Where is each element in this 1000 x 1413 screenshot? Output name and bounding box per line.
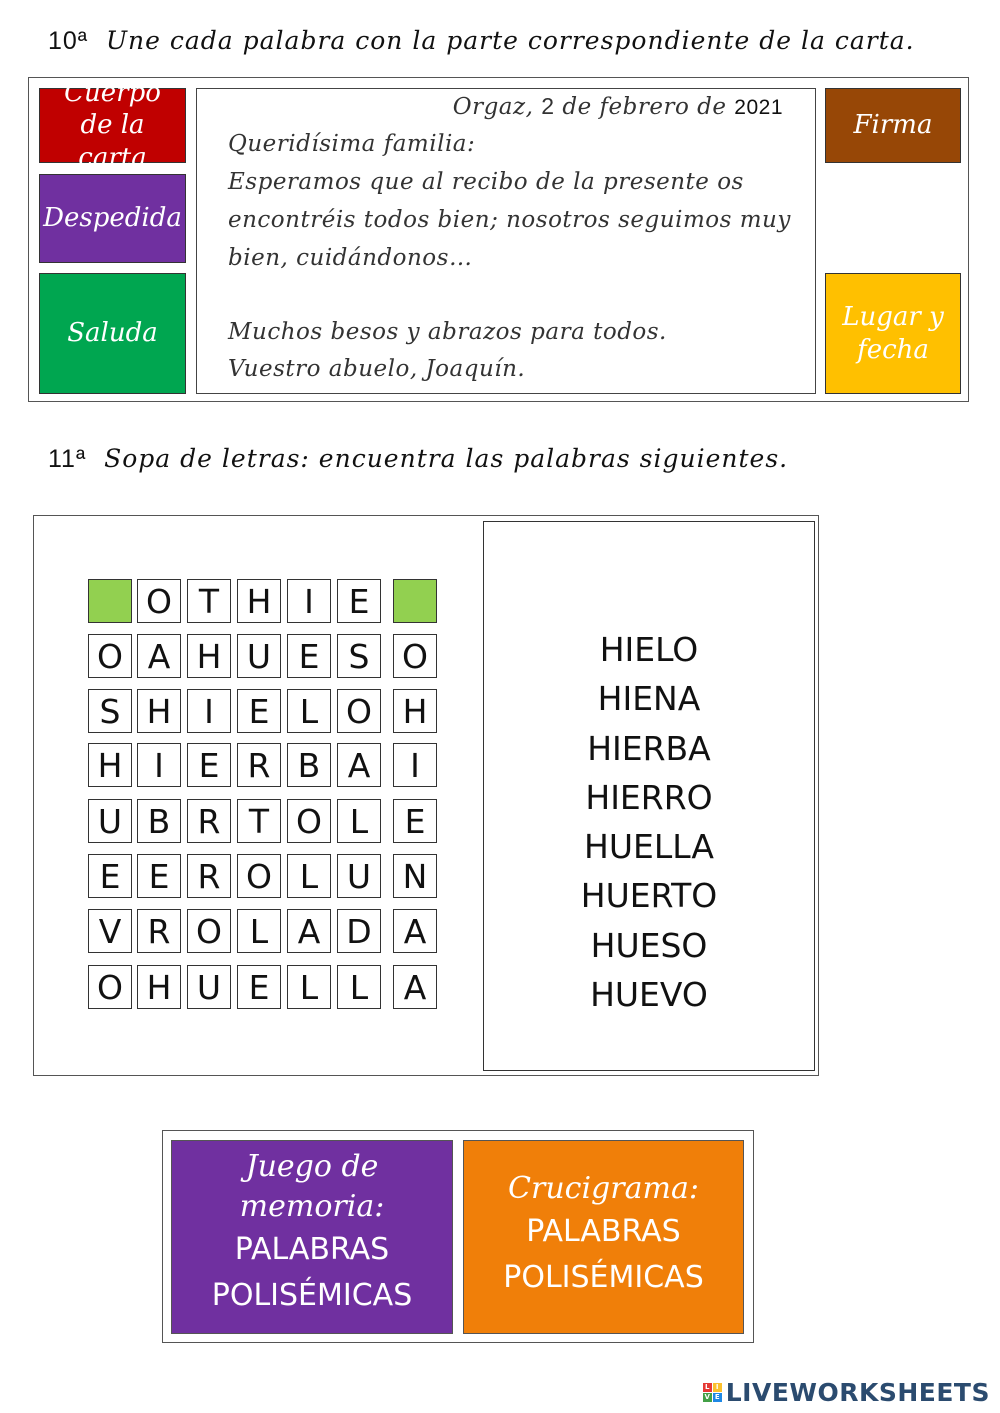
tile-label: Despedida — [43, 203, 182, 234]
grid-cell-highlighted[interactable] — [88, 579, 132, 623]
grid-cell[interactable]: I — [187, 689, 231, 733]
word-list-item: HIERBA — [587, 728, 711, 768]
memory-game-subtitle-2: POLISÉMICAS — [211, 1278, 413, 1313]
tile-cuerpo-de-la-carta[interactable] — [39, 77, 186, 173]
word-list-item: HUEVO — [590, 975, 708, 1015]
memory-game-button[interactable] — [171, 1140, 453, 1334]
grid-cell[interactable]: O — [237, 854, 281, 898]
grid-cell[interactable]: U — [187, 965, 231, 1009]
exercise-11-heading — [48, 444, 788, 474]
grid-cell[interactable]: R — [137, 909, 181, 953]
grid-cell[interactable]: U — [88, 799, 132, 843]
grid-cell[interactable]: L — [287, 689, 331, 733]
tile-label: Firma — [853, 110, 933, 141]
grid-cell[interactable]: H — [237, 579, 281, 623]
letter-body-line-3: bien, cuidándonos… — [228, 245, 473, 271]
memory-game-subtitle-1: PALABRAS — [234, 1232, 390, 1267]
grid-cell[interactable]: S — [337, 634, 381, 678]
grid-cell[interactable]: T — [187, 579, 231, 623]
liveworksheets-logo[interactable] — [703, 1378, 990, 1407]
letter-year: 2021 — [734, 96, 783, 119]
word-list-item: HUELLA — [584, 827, 714, 867]
grid-cell-highlighted[interactable] — [393, 579, 437, 623]
letter-place-date — [453, 93, 783, 120]
grid-cell[interactable]: R — [187, 854, 231, 898]
grid-cell[interactable]: N — [393, 854, 437, 898]
logo-letter-l: L — [703, 1383, 712, 1392]
memory-game-title-1: Juego de — [245, 1149, 379, 1184]
grid-cell[interactable]: E — [237, 689, 281, 733]
grid-cell[interactable]: B — [137, 799, 181, 843]
logo-letter-v: V — [704, 1393, 710, 1401]
exercise-10-heading — [48, 26, 915, 56]
exercise-10-number: 10ª — [48, 27, 89, 55]
tile-label: Lugar y fecha — [842, 302, 944, 365]
exercise-11-number: 11ª — [48, 445, 87, 473]
liveworksheets-logo-text: LIVEWORKSHEETS — [725, 1378, 990, 1407]
crossword-button[interactable] — [463, 1140, 744, 1334]
grid-cell[interactable]: A — [337, 743, 381, 787]
letter-month: de febrero de — [554, 94, 735, 120]
tile-saluda[interactable] — [39, 273, 186, 394]
grid-cell[interactable]: H — [393, 689, 437, 733]
grid-cell[interactable]: U — [237, 634, 281, 678]
grid-cell[interactable]: L — [337, 965, 381, 1009]
grid-cell[interactable]: E — [337, 579, 381, 623]
exercise-11-title: Sopa de letras: encuentra las palabras siguientes. — [104, 444, 789, 473]
grid-cell[interactable]: H — [88, 743, 132, 787]
letter-body-line-2: encontréis todos bien; nosotros seguimos muy — [228, 207, 791, 233]
grid-cell[interactable]: O — [88, 965, 132, 1009]
grid-cell[interactable]: E — [237, 965, 281, 1009]
grid-cell[interactable]: U — [337, 854, 381, 898]
grid-cell[interactable]: O — [287, 799, 331, 843]
grid-cell[interactable]: O — [393, 634, 437, 678]
grid-cell[interactable]: D — [337, 909, 381, 953]
tile-label: Cuerpo de la carta — [64, 77, 161, 173]
word-list-box — [483, 521, 815, 1071]
letter-place: Orgaz, — [452, 94, 542, 120]
grid-cell[interactable]: L — [287, 965, 331, 1009]
letter-body-line-1: Esperamos que al recibo de la presente os — [228, 169, 744, 195]
grid-cell[interactable]: A — [287, 909, 331, 953]
crossword-title: Crucigrama: — [508, 1171, 699, 1206]
logo-letter-e: E — [713, 1393, 722, 1402]
grid-cell[interactable]: E — [393, 799, 437, 843]
letter-card — [196, 88, 816, 394]
exercise-10-title: Une cada palabra con la parte correspondiente de la carta. — [105, 26, 915, 55]
word-list-item: HIERRO — [585, 777, 713, 817]
grid-cell[interactable]: H — [137, 689, 181, 733]
grid-cell[interactable]: E — [287, 634, 331, 678]
word-list-item: HUERTO — [580, 876, 718, 916]
grid-cell[interactable]: L — [237, 909, 281, 953]
tile-label: Saluda — [67, 318, 158, 349]
grid-cell[interactable]: S — [88, 689, 132, 733]
grid-cell[interactable]: A — [137, 634, 181, 678]
letter-farewell: Muchos besos y abrazos para todos. — [228, 319, 667, 345]
grid-cell[interactable]: O — [337, 689, 381, 733]
grid-cell[interactable]: H — [187, 634, 231, 678]
word-list-item: HUESO — [590, 925, 708, 965]
crossword-subtitle-2: POLISÉMICAS — [503, 1260, 704, 1295]
tile-firma[interactable] — [825, 88, 961, 163]
grid-cell[interactable]: V — [88, 909, 132, 953]
logo-letter-i: I — [713, 1383, 722, 1392]
letter-day: 2 — [541, 93, 555, 119]
liveworksheets-logo-icon — [703, 1383, 722, 1402]
word-list-item: HIENA — [597, 679, 701, 719]
letter-signature: Vuestro abuelo, Joaquín. — [228, 356, 526, 382]
word-list — [484, 625, 814, 1019]
grid-cell[interactable]: E — [88, 854, 132, 898]
letter-greeting: Queridísima familia: — [228, 131, 476, 157]
grid-cell[interactable]: H — [137, 965, 181, 1009]
word-list-item: HIELO — [599, 630, 699, 669]
memory-game-title-2: memoria: — [239, 1189, 385, 1224]
grid-cell[interactable]: O — [187, 909, 231, 953]
grid-cell[interactable]: R — [237, 743, 281, 787]
grid-cell[interactable]: I — [137, 743, 181, 787]
grid-cell[interactable]: T — [237, 799, 281, 843]
grid-cell[interactable]: I — [287, 579, 331, 623]
grid-cell[interactable]: O — [88, 634, 132, 678]
grid-cell[interactable]: A — [393, 965, 437, 1009]
grid-cell[interactable]: A — [393, 909, 437, 953]
grid-cell[interactable]: O — [137, 579, 181, 623]
grid-cell[interactable]: L — [337, 799, 381, 843]
grid-cell[interactable]: I — [393, 743, 437, 787]
tile-lugar-y-fecha[interactable] — [825, 273, 961, 394]
tile-despedida[interactable] — [39, 174, 186, 263]
grid-cell[interactable]: B — [287, 743, 331, 787]
grid-cell[interactable]: E — [137, 854, 181, 898]
grid-cell[interactable]: E — [187, 743, 231, 787]
crossword-subtitle-1: PALABRAS — [526, 1214, 681, 1249]
grid-cell[interactable]: R — [187, 799, 231, 843]
grid-cell[interactable]: L — [287, 854, 331, 898]
